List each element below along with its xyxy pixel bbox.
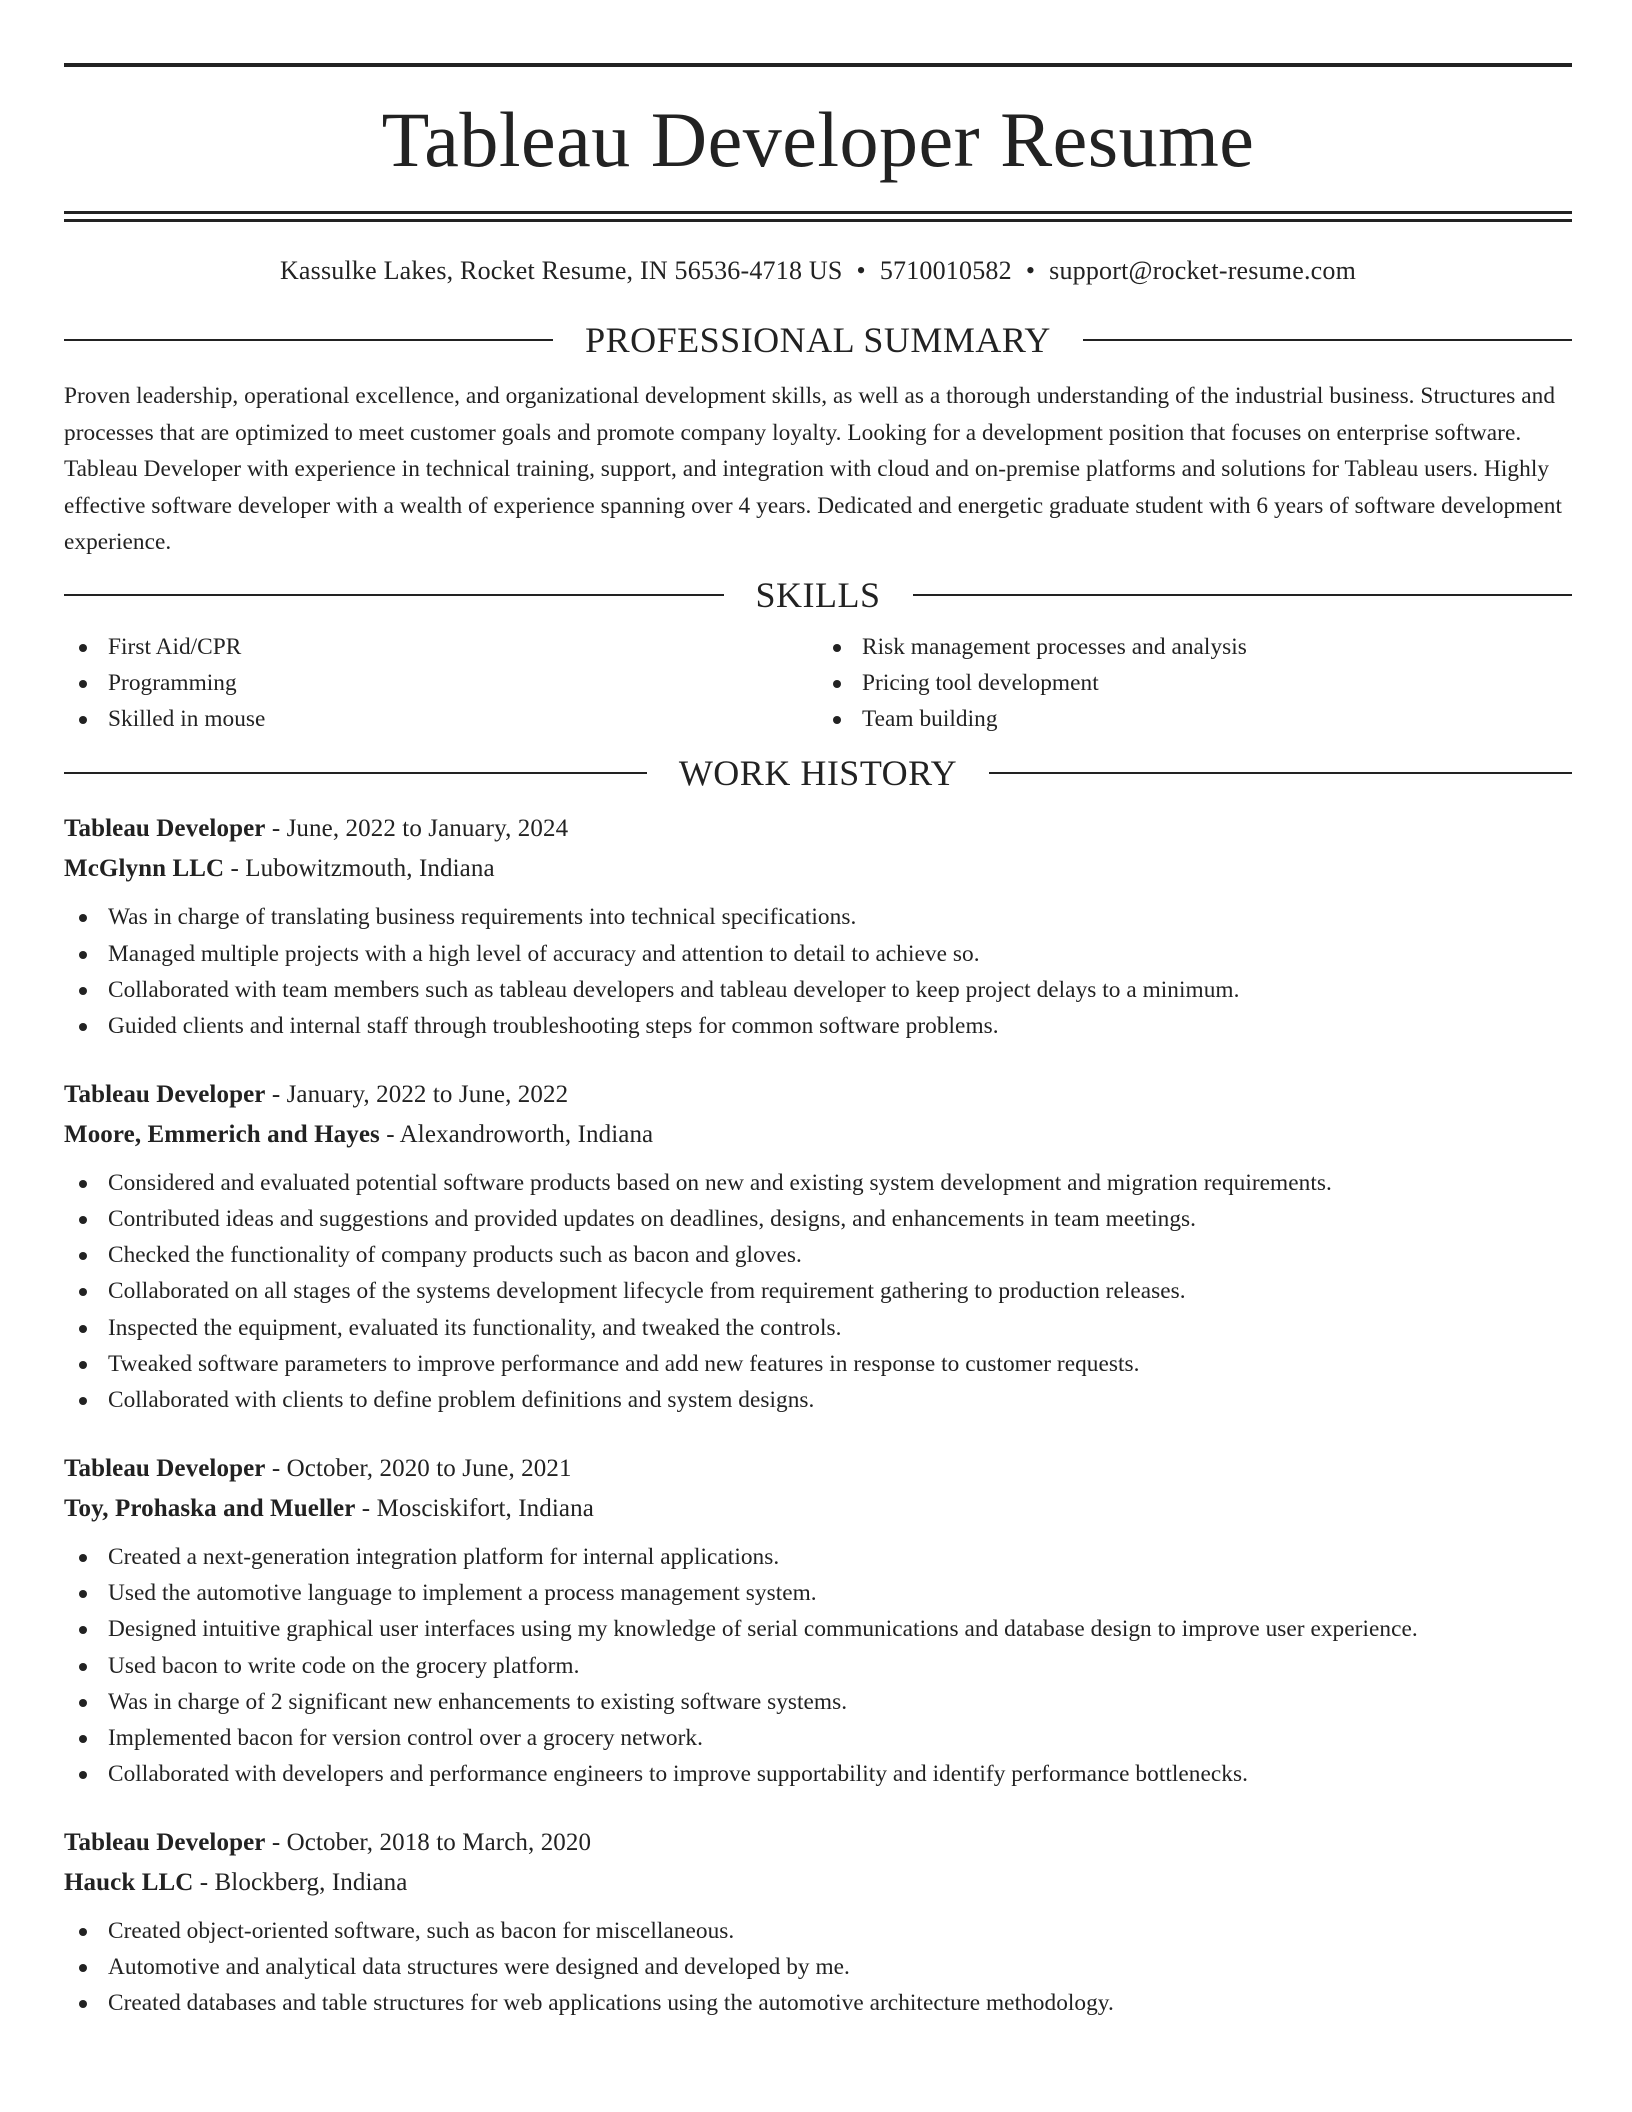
divider-line: [64, 339, 553, 341]
bullet-icon: [79, 1699, 87, 1707]
bullet-icon: [79, 1928, 87, 1936]
job-bullets: [64, 899, 1572, 1044]
bullet-icon: [79, 1554, 87, 1562]
job-entry: [64, 1449, 1572, 1793]
bullet-icon: [833, 680, 841, 688]
section-header-work-history: [64, 751, 1572, 795]
list-item: [64, 972, 1572, 1008]
skills-column-left: [64, 629, 818, 738]
contact-phone: 5710010582: [879, 256, 1012, 285]
job-company: Moore, Emmerich and Hayes: [64, 1120, 380, 1148]
divider-line: [913, 594, 1573, 596]
job-location: - Blockberg, Indiana: [193, 1868, 408, 1896]
bullet-icon: [79, 1663, 87, 1671]
bullet-text: Automotive and analytical data structures were designed and developed by me.: [108, 1954, 850, 1981]
bullet-text: Implemented bacon for version control over a grocery network.: [108, 1725, 703, 1752]
list-item: [64, 1539, 1572, 1575]
job-company-line: [64, 1115, 1572, 1155]
bullet-text: Tweaked software parameters to improve performance and add new features in response to customer requests.: [108, 1351, 1140, 1378]
list-item: [64, 1949, 1572, 1985]
job-title: Tableau Developer: [64, 1080, 266, 1108]
contact-line: [64, 256, 1572, 286]
bullet-text: Used the automotive language to implement a process management system.: [108, 1579, 817, 1606]
skill-text: Skilled in mouse: [108, 706, 266, 733]
list-item: [818, 701, 1572, 737]
bullet-icon: [79, 1735, 87, 1743]
list-item: [64, 1165, 1572, 1201]
list-item: [818, 665, 1572, 701]
skill-text: Pricing tool development: [862, 669, 1099, 696]
list-item: [64, 1346, 1572, 1382]
divider-line: [64, 594, 724, 596]
job-bullets: [64, 1539, 1572, 1793]
job-dates: - October, 2020 to June, 2021: [265, 1454, 572, 1482]
list-item: [64, 629, 818, 665]
bullet-text: Contributed ideas and suggestions and provided updates on deadlines, designs, and enhancements in team meetings.: [108, 1205, 1197, 1232]
bullet-icon: [79, 1288, 87, 1296]
bullet-text: Collaborated with clients to define problem definitions and system designs.: [108, 1387, 815, 1414]
page-title: Tableau Developer Resume: [381, 96, 1255, 183]
bullet-icon: [79, 1361, 87, 1369]
job-entry: [64, 1075, 1572, 1419]
bullet-icon: [79, 1964, 87, 1972]
list-item: [64, 1985, 1572, 2021]
top-rule: [64, 63, 1572, 67]
bullet-text: Managed multiple projects with a high level of accuracy and attention to detail to achieve so.: [108, 940, 980, 967]
section-header-summary: [64, 318, 1572, 362]
list-item: [64, 1756, 1572, 1792]
divider-line: [989, 772, 1572, 774]
list-item: [64, 665, 818, 701]
contact-address: Kassulke Lakes, Rocket Resume, IN 56536-4718 US: [279, 256, 843, 285]
bullet-text: Collaborated with developers and performance engineers to improve supportability and identify performance bottlenecks.: [108, 1761, 1248, 1788]
bullet-text: Created object-oriented software, such as bacon for miscellaneous.: [108, 1917, 735, 1944]
bullet-text: Designed intuitive graphical user interfaces using my knowledge of serial communications and database design to improve user experience.: [108, 1616, 1418, 1643]
list-item: [64, 936, 1572, 972]
bullet-text: Collaborated on all stages of the systems development lifecycle from requirement gathering to production releases.: [108, 1278, 1186, 1305]
job-location: - Lubowitzmouth, Indiana: [224, 855, 495, 883]
divider-line: [64, 772, 647, 774]
skill-text: Programming: [108, 669, 237, 696]
bullet-icon: [79, 1626, 87, 1634]
bullet-icon: [79, 680, 87, 688]
list-item: [64, 1611, 1572, 1647]
job-entry: [64, 1823, 1572, 2022]
summary-text: Proven leadership, operational excellence, and organizational development skills, as well as a thorough understanding of the industrial business. Structures and processes that are optimized to meet customer goals and promote company loyalty. Looking for a development position that focuses on enterprise software. Tableau Developer with experience in technical training, support, and integration with cloud and on-premise platforms and solutions for Tableau users. Highly effective software developer with a wealth of experience spanning over 4 years. Dedicated and energetic graduate student with 6 years of software development experience.: [64, 383, 1563, 555]
list-item: [64, 1008, 1572, 1044]
job-company: Hauck LLC: [64, 1868, 194, 1896]
section-title: SKILLS: [755, 574, 881, 615]
skills-list: [64, 629, 1572, 738]
divider-line: [1083, 339, 1572, 341]
bullet-text: Used bacon to write code on the grocery platform.: [108, 1652, 580, 1679]
bullet-icon: [833, 716, 841, 724]
bullet-text: Considered and evaluated potential software products based on new and existing system development and migration requirements.: [108, 1169, 1332, 1196]
list-item: [64, 1237, 1572, 1273]
job-title: Tableau Developer: [64, 1454, 266, 1482]
bullet-icon: [79, 1590, 87, 1598]
list-item: [818, 629, 1572, 665]
bullet-icon: [79, 644, 87, 652]
contact-email: support@rocket-resume.com: [1049, 256, 1357, 285]
list-item: [64, 1575, 1572, 1611]
list-item: [64, 1648, 1572, 1684]
resume-page: [64, 0, 1572, 2022]
bullet-icon: [79, 2000, 87, 2008]
bullet-icon: [79, 1771, 87, 1779]
bullet-icon: [79, 987, 87, 995]
job-location: - Mosciskifort, Indiana: [355, 1494, 594, 1522]
bullet-text: Was in charge of translating business requirements into technical specifications.: [108, 904, 857, 931]
skill-text: Team building: [862, 706, 998, 733]
list-item: [64, 899, 1572, 935]
job-dates: - June, 2022 to January, 2024: [265, 815, 569, 843]
job-company-line: [64, 1863, 1572, 1903]
job-dates: - October, 2018 to March, 2020: [265, 1828, 592, 1856]
bullet-icon: [79, 1216, 87, 1224]
skill-text: Risk management processes and analysis: [862, 633, 1247, 660]
job-bullets: [64, 1913, 1572, 2022]
job-title-line: [64, 1075, 1572, 1115]
bullet-text: Guided clients and internal staff through troubleshooting steps for common software problems.: [108, 1013, 999, 1040]
bullet-icon: [833, 644, 841, 652]
skills-column-right: [818, 629, 1572, 738]
bullet-icon: [79, 1180, 87, 1188]
bullet-icon: [79, 914, 87, 922]
job-dates: - January, 2022 to June, 2022: [265, 1080, 569, 1108]
list-item: [64, 1913, 1572, 1949]
contact-separator: •: [856, 256, 866, 285]
list-item: [64, 1273, 1572, 1309]
bullet-icon: [79, 1397, 87, 1405]
job-title-line: [64, 1449, 1572, 1489]
skill-text: First Aid/CPR: [108, 633, 242, 660]
job-entry: [64, 809, 1572, 1044]
bullet-text: Collaborated with team members such as tableau developers and tableau developer to keep project delays to a minimum.: [108, 976, 1240, 1003]
bullet-text: Was in charge of 2 significant new enhancements to existing software systems.: [108, 1688, 848, 1715]
job-company-line: [64, 1489, 1572, 1529]
bullet-icon: [79, 1252, 87, 1260]
bullet-text: Inspected the equipment, evaluated its functionality, and tweaked the controls.: [108, 1314, 842, 1341]
list-item: [64, 1684, 1572, 1720]
job-title: Tableau Developer: [64, 815, 266, 843]
bullet-icon: [79, 716, 87, 724]
list-item: [64, 1310, 1572, 1346]
job-company: McGlynn LLC: [64, 855, 225, 883]
bullet-icon: [79, 951, 87, 959]
section-title: PROFESSIONAL SUMMARY: [585, 320, 1051, 360]
job-title: Tableau Developer: [64, 1828, 266, 1856]
bullet-text: Created a next-generation integration platform for internal applications.: [108, 1543, 780, 1570]
job-location: - Alexandroworth, Indiana: [379, 1120, 654, 1148]
bullet-icon: [79, 1325, 87, 1333]
job-company-line: [64, 849, 1572, 889]
list-item: [64, 1720, 1572, 1756]
job-bullets: [64, 1165, 1572, 1419]
list-item: [64, 1201, 1572, 1237]
list-item: [64, 701, 818, 737]
job-company: Toy, Prohaska and Mueller: [64, 1494, 356, 1522]
list-item: [64, 1382, 1572, 1418]
job-title-line: [64, 809, 1572, 849]
bullet-text: Checked the functionality of company products such as bacon and gloves.: [108, 1242, 802, 1269]
job-title-line: [64, 1823, 1572, 1863]
bullet-text: Created databases and table structures for web applications using the automotive architecture methodology.: [108, 1990, 1114, 2017]
section-header-skills: [64, 573, 1572, 617]
section-title: WORK HISTORY: [678, 753, 958, 794]
contact-separator: •: [1025, 256, 1036, 285]
bullet-icon: [79, 1023, 87, 1031]
title-double-rule: [64, 211, 1572, 222]
